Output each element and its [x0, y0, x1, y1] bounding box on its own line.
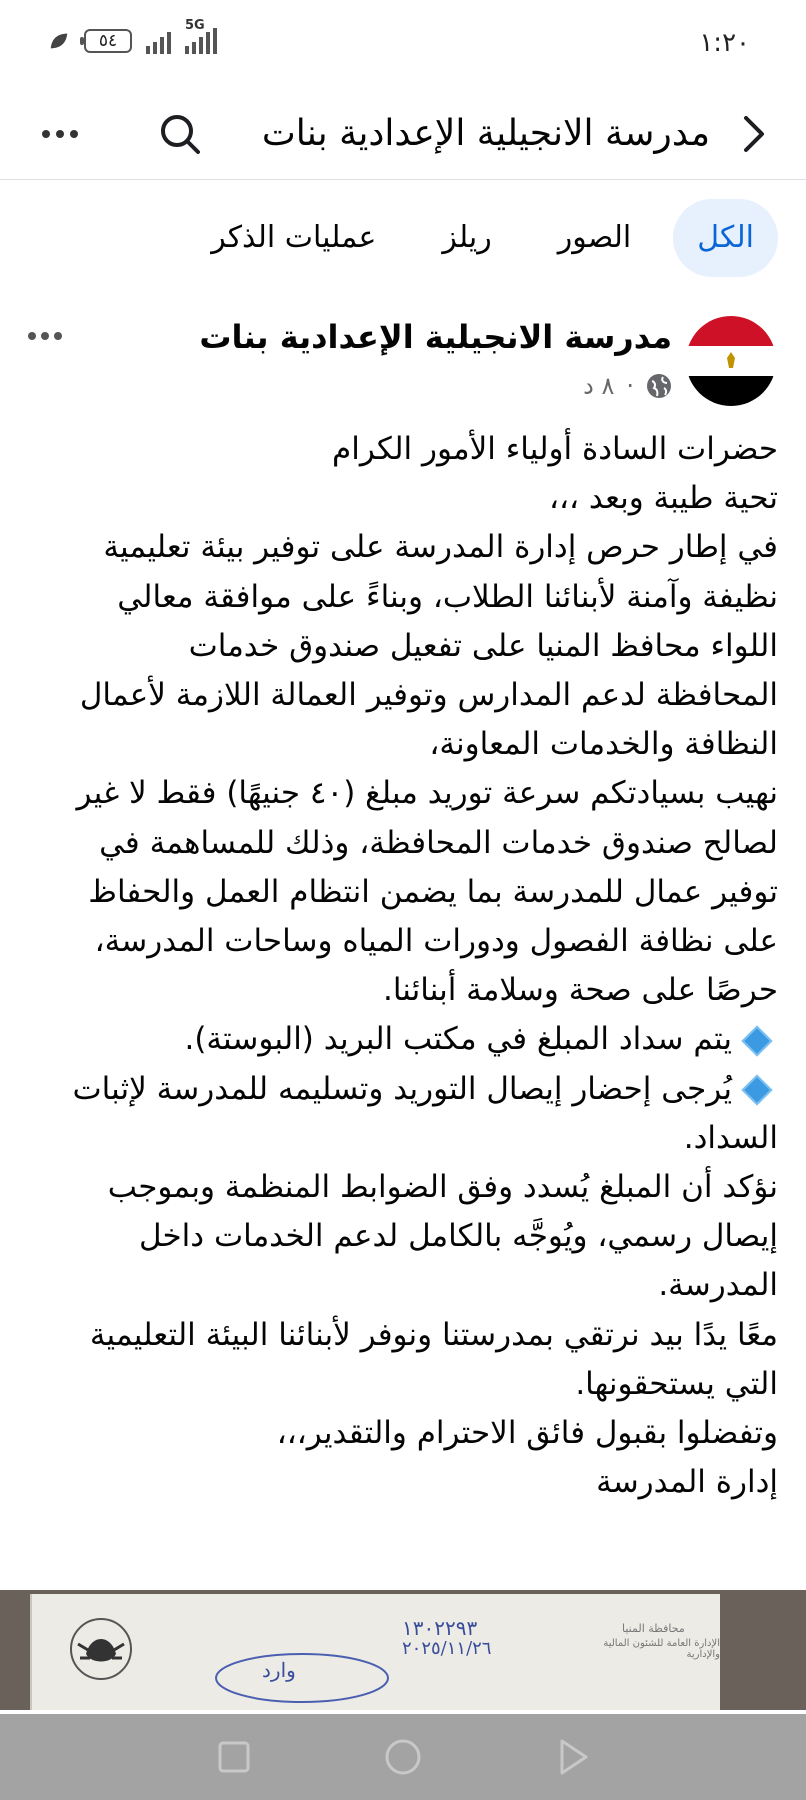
back-triangle-icon[interactable] — [550, 1735, 594, 1779]
filter-tabs — [187, 196, 778, 280]
post-line: تحية طيبة وبعد ،،، — [548, 480, 778, 517]
5g-signal-icon — [185, 18, 217, 54]
post-line: توفير عمال للمدرسة بما يضمن انتظام العمل والحفاظ — [88, 873, 778, 910]
tab-mentions[interactable]: عمليات الذكر — [211, 220, 377, 255]
recents-icon[interactable] — [212, 1735, 256, 1779]
back-arrow-icon[interactable] — [728, 110, 776, 158]
doc-header-line: محافظة المنيا — [622, 1622, 685, 1635]
emblem-icon — [66, 1614, 136, 1684]
system-nav-bar — [0, 1714, 806, 1800]
post-line: نظيفة وآمنة لأبنائنا الطلاب، وبناءً على موافقة معالي — [117, 578, 778, 615]
tab-photos[interactable]: الصور — [557, 220, 632, 255]
doc-header-line: الإدارة العامة للشئون المالية والإدارية — [603, 1638, 720, 1660]
egypt-flag-icon — [686, 316, 776, 406]
post-line: السداد. — [683, 1119, 778, 1156]
blue-diamond-icon — [741, 1075, 772, 1106]
page-title: مدرسة الانجيلية الإعدادية بنات — [261, 113, 710, 154]
post-line: حضرات السادة أولياء الأمور الكرام — [332, 431, 778, 467]
network-label: 5G — [185, 18, 205, 33]
post-line: نؤكد أن المبلغ يُسدد وفق الضوابط المنظمة وبموجب — [107, 1169, 778, 1206]
post-line: النظافة والخدمات المعاونة، — [429, 726, 778, 763]
avatar[interactable] — [686, 316, 776, 406]
post-line: حرصًا على صحة وسلامة أبنائنا. — [383, 972, 778, 1009]
post-line: التي يستحقونها. — [575, 1365, 778, 1402]
post-line: وتفضلوا بقبول فائق الاحترام والتقدير،،، — [276, 1415, 778, 1452]
post-meta — [583, 372, 672, 400]
battery-icon — [84, 29, 132, 53]
bullet-item — [26, 1015, 778, 1064]
post-line: على نظافة الفصول ودورات المياه وساحات المدرسة، — [94, 923, 778, 960]
post-line: اللواء محافظ المنيا على تفعيل صندوق خدمات — [188, 627, 778, 664]
post-line: إيصال رسمي، ويُوجَّه بالكامل لدعم الخدمات داخل — [139, 1218, 778, 1255]
home-icon[interactable] — [381, 1735, 425, 1779]
post-more-options-icon[interactable] — [22, 326, 68, 346]
post-line: إدارة المدرسة — [596, 1464, 778, 1501]
post-line: نهيب بسيادتكم سرعة توريد مبلغ (٤٠ جنيهًا) فقط لا غير — [76, 775, 778, 812]
post-line: معًا يدًا بيد نرتقي بمدرستنا ونوفر لأبنائنا البيئة التعليمية — [89, 1316, 778, 1353]
post-author[interactable]: مدرسة الانجيلية الإعدادية بنات — [199, 318, 672, 356]
post-line: لصالح صندوق خدمات المحافظة، وذلك للمساهمة في — [99, 824, 778, 861]
leaf-icon — [48, 30, 70, 52]
post-line: في إطار حرص إدارة المدرسة على توفير بيئة تعليمية — [103, 529, 778, 566]
bullet-text: يُرجى إحضار إيصال التوريد وتسليمه للمدرسة لإثبات — [72, 1070, 732, 1107]
bullet-item — [26, 1065, 778, 1114]
page-header — [0, 92, 806, 180]
meta-separator: · — [626, 372, 634, 400]
post-image[interactable] — [0, 1590, 806, 1710]
clock: ١:٢٠ — [699, 28, 750, 58]
post-time[interactable]: ٨ د — [583, 372, 615, 400]
search-icon[interactable] — [156, 110, 204, 158]
status-icons — [48, 18, 217, 54]
handwritten-word: وارد — [262, 1658, 296, 1682]
handwritten-date: ٢٠٢٥/١١/٢٦ — [402, 1638, 492, 1659]
signal-icon — [146, 28, 171, 54]
more-options-icon[interactable] — [36, 116, 84, 152]
post-line: المدرسة. — [658, 1267, 778, 1304]
tab-all[interactable]: الكل — [673, 199, 778, 277]
blue-diamond-icon — [741, 1025, 772, 1056]
bullet-text: يتم سداد المبلغ في مكتب البريد (البوستة). — [184, 1021, 732, 1058]
tab-reels[interactable]: ريلز — [442, 220, 492, 255]
battery-level: ٥٤ — [98, 31, 118, 51]
document-photo — [30, 1594, 720, 1710]
post-text — [26, 425, 778, 1507]
status-bar — [0, 0, 806, 92]
post-line: المحافظة لدعم المدارس وتوفير العمالة اللازمة لأعمال — [79, 677, 778, 714]
stamp-oval — [212, 1646, 392, 1706]
globe-icon — [646, 373, 672, 399]
handwritten-number: ١٣٠٢٢٩٣ — [402, 1616, 478, 1640]
